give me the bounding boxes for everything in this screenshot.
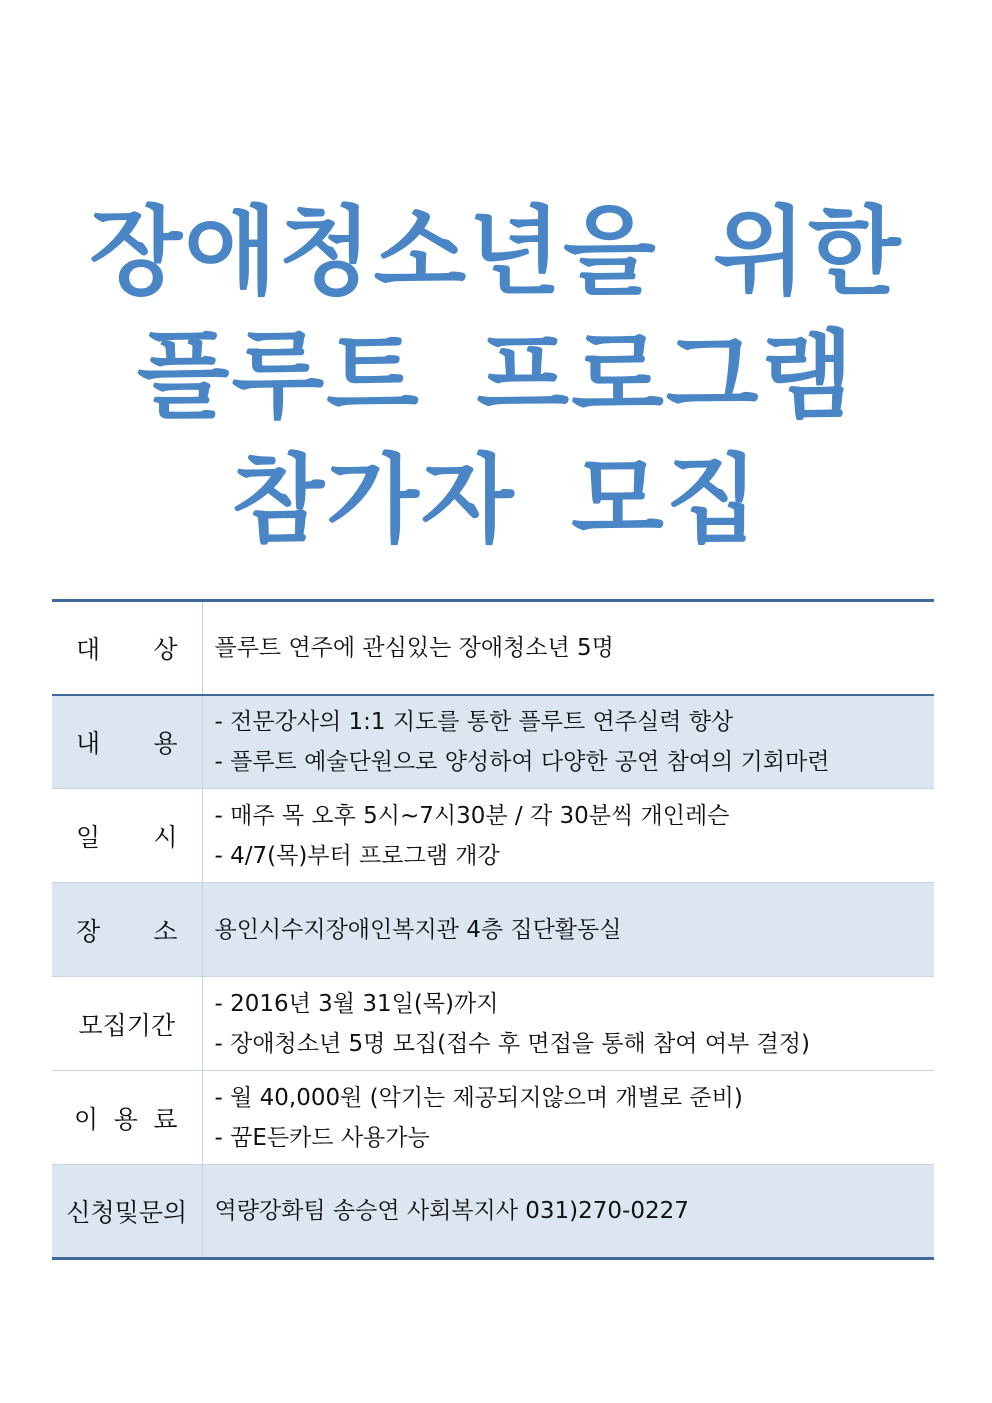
row-content <box>52 695 934 789</box>
poster-title <box>0 190 992 562</box>
row-label-contact: 신청및문의 <box>52 1165 202 1259</box>
row-label-location <box>52 883 202 977</box>
value-line: - 전문강사의 1:1 지도를 통한 플루트 연주실력 향상 <box>214 708 734 735</box>
row-value-target <box>202 601 934 695</box>
label-char: 소 <box>153 916 178 946</box>
info-table <box>52 599 934 1260</box>
label-char: 장 <box>76 916 101 946</box>
row-value-location <box>202 883 934 977</box>
label-char: 료 <box>153 1104 178 1134</box>
label-char: 이 <box>74 1104 99 1134</box>
label-char: 일 <box>76 822 101 852</box>
value-line: 역량강화팀 송승연 사회복지사 031)270-0227 <box>214 1198 689 1224</box>
value-line: - 매주 목 오후 5시~7시30분 / 각 30분씩 개인레슨 <box>214 802 730 829</box>
label-char: 대 <box>76 634 101 664</box>
label-char: 용 <box>113 1104 138 1134</box>
value-line: - 플루트 예술단원으로 양성하여 다양한 공연 참여의 기회마련 <box>214 748 830 775</box>
title-line-1: 장애청소년을 위한 <box>89 196 903 308</box>
row-label-content <box>52 695 202 789</box>
value-line: - 2016년 3월 31일(목)까지 <box>214 990 499 1017</box>
label-char: 내 <box>76 728 101 758</box>
row-value-content <box>202 695 934 789</box>
row-label-target <box>52 601 202 695</box>
row-recruit-period <box>52 977 934 1071</box>
label-char: 상 <box>153 634 178 664</box>
row-label-recruit-period: 모집기간 <box>52 977 202 1071</box>
row-value-schedule <box>202 789 934 883</box>
row-schedule <box>52 789 934 883</box>
label-char: 시 <box>153 822 178 852</box>
row-value-fee <box>202 1071 934 1165</box>
title-line-2: 플루트 프로그램 <box>136 320 856 432</box>
row-target <box>52 601 934 695</box>
row-value-recruit-period <box>202 977 934 1071</box>
row-contact <box>52 1165 934 1259</box>
value-line: - 장애청소년 5명 모집(접수 후 면접을 통해 참여 여부 결정) <box>214 1030 810 1057</box>
title-line-3: 참가자 모집 <box>231 444 761 556</box>
label-char: 용 <box>153 728 178 758</box>
value-line: 용인시수지장애인복지관 4층 집단활동실 <box>214 916 622 943</box>
row-label-schedule <box>52 789 202 883</box>
row-fee <box>52 1071 934 1165</box>
value-line: 플루트 연주에 관심있는 장애청소년 5명 <box>214 634 614 661</box>
row-location <box>52 883 934 977</box>
row-label-fee <box>52 1071 202 1165</box>
row-value-contact <box>202 1165 934 1259</box>
value-line: - 월 40,000원 (악기는 제공되지않으며 개별로 준비) <box>214 1084 743 1111</box>
value-line: - 4/7(목)부터 프로그램 개강 <box>214 842 500 869</box>
value-line: - 꿈E든카드 사용가능 <box>214 1124 430 1151</box>
